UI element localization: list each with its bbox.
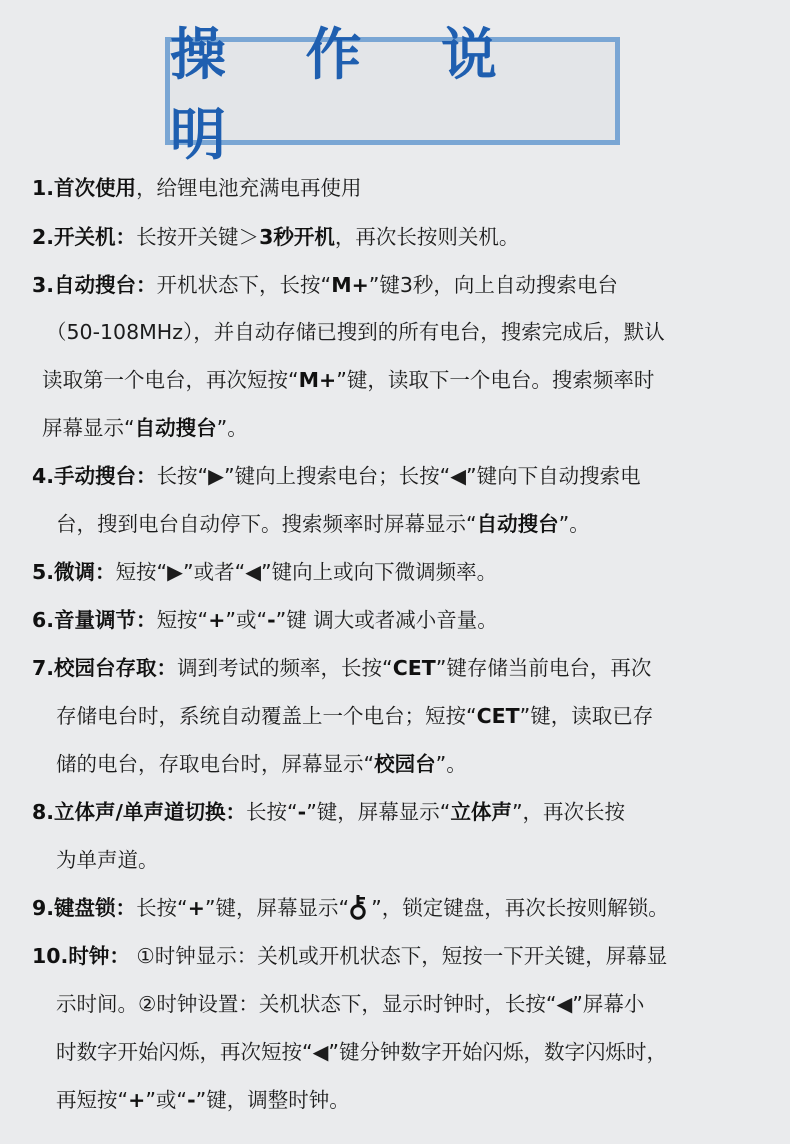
- instruction-item-3-line-3: [42, 366, 654, 394]
- emphasis-text: 7.校园台存取：: [32, 656, 178, 680]
- emphasis-text: CET: [476, 704, 520, 728]
- emphasis-text: 3.自动搜台：: [32, 273, 157, 297]
- body-text: ”键，读取已存: [519, 704, 654, 728]
- emphasis-text: CET: [392, 656, 436, 680]
- emphasis-text: 9.键盘锁：: [32, 896, 137, 920]
- instruction-item-8-line-1: [32, 798, 625, 826]
- emphasis-text: 6.音量调节：: [32, 608, 157, 632]
- body-text: 短按“▶”或者“◀”键向上或向下微调频率。: [115, 560, 498, 584]
- body-text: 调到考试的频率，长按“: [177, 656, 393, 680]
- body-text: ”键，读取下一个电台。搜索频率时: [336, 368, 655, 392]
- instruction-item-7-line-2: [56, 702, 653, 730]
- instruction-item-1-line-1: [32, 174, 362, 202]
- emphasis-text: 10.时钟：: [32, 944, 130, 968]
- body-text: 长按“▶”键向上搜索电台；长按“◀”键向下自动搜索电: [156, 464, 641, 488]
- body-text: ”。: [558, 512, 590, 536]
- body-text: 长按开关键＞: [136, 225, 260, 249]
- instruction-item-3-line-2: [46, 318, 665, 346]
- body-text: ”键，屏幕显示“: [306, 800, 451, 824]
- emphasis-text: M+: [331, 273, 369, 297]
- emphasis-text: -: [297, 800, 307, 824]
- emphasis-text: 8.立体声/单声道切换：: [32, 800, 247, 824]
- emphasis-text: 4.手动搜台：: [32, 464, 157, 488]
- body-text: ”，锁定键盘，再次长按则解锁。: [371, 896, 669, 920]
- body-text: ”键，调整时钟。: [195, 1088, 350, 1112]
- emphasis-text: +: [187, 896, 205, 920]
- instruction-item-4-line-2: [56, 510, 590, 538]
- body-text: 屏幕显示“: [42, 416, 135, 440]
- body-text: ”。: [216, 416, 248, 440]
- body-text: ，给锂电池充满电再使用: [136, 176, 362, 200]
- emphasis-text: 2.开关机：: [32, 225, 137, 249]
- instruction-item-2-line-1: [32, 223, 519, 251]
- body-text: ”键存储当前电台，再次: [435, 656, 652, 680]
- emphasis-text: 立体声: [450, 800, 512, 824]
- instruction-item-10-line-1: [32, 942, 667, 970]
- emphasis-text: -: [187, 1088, 196, 1112]
- instruction-item-10-line-3: [56, 1038, 667, 1066]
- instruction-item-7-line-3: [56, 750, 467, 778]
- body-text: （50-108MHz），并自动存储已搜到的所有电台，搜索完成后，默认: [46, 320, 665, 344]
- body-text: 长按“: [246, 800, 298, 824]
- body-text: ，再次长按则关机。: [334, 225, 520, 249]
- emphasis-text: +: [128, 1088, 146, 1112]
- body-text: ”，再次长按: [511, 800, 626, 824]
- emphasis-text: 5.微调：: [32, 560, 116, 584]
- emphasis-text: 1.首次使用: [32, 176, 137, 200]
- emphasis-text: +: [208, 608, 226, 632]
- body-text: ”键 调大或者减小音量。: [275, 608, 498, 632]
- instruction-item-5-line-1: [32, 558, 497, 586]
- emphasis-text: 自动搜台: [476, 512, 559, 536]
- body-text: 台，搜到电台自动停下。搜索频率时屏幕显示“: [56, 512, 477, 536]
- emphasis-text: 校园台: [374, 752, 436, 776]
- body-text: 储的电台，存取电台时，屏幕显示“: [56, 752, 375, 776]
- page-title: 操 作 说 明: [170, 23, 527, 168]
- body-text: ”键3秒，向上自动搜索电台: [368, 273, 618, 297]
- instruction-item-6-line-1: [32, 606, 498, 634]
- emphasis-text: -: [267, 608, 276, 632]
- body-text: 时数字开始闪烁，再次短按“◀”键分钟数字开始闪烁，数字闪烁时，: [56, 1040, 668, 1064]
- emphasis-text: M+: [298, 368, 337, 392]
- body-text: ①时钟显示：关机或开机状态下，短按一下开关键，屏幕显: [129, 944, 668, 968]
- body-text: 为单声道。: [56, 848, 159, 872]
- instruction-item-7-line-1: [32, 654, 651, 682]
- instruction-item-10-line-2: [56, 990, 644, 1018]
- body-text: 再短按“: [56, 1088, 129, 1112]
- instruction-item-3-line-1: [32, 271, 618, 299]
- emphasis-text: 3秒开机: [259, 225, 335, 249]
- instruction-item-9-line-1: [32, 894, 669, 922]
- body-text: 读取第一个电台，再次短按“: [42, 368, 299, 392]
- lock-icon: [349, 894, 371, 920]
- instruction-item-10-line-4: [56, 1086, 350, 1114]
- instruction-item-8-line-2: [56, 846, 159, 874]
- body-text: 示时间。②时钟设置：关机状态下，显示时钟时，长按“◀”屏幕小: [56, 992, 645, 1016]
- body-text: 开机状态下，长按“: [156, 273, 332, 297]
- body-text: 存储电台时，系统自动覆盖上一个电台；短按“: [56, 704, 477, 728]
- emphasis-text: 自动搜台: [134, 416, 217, 440]
- body-text: 短按“: [156, 608, 209, 632]
- body-text: ”。: [435, 752, 467, 776]
- body-text: 长按“: [136, 896, 188, 920]
- body-text: ”或“: [225, 608, 268, 632]
- body-text: ”或“: [145, 1088, 188, 1112]
- title-box: [165, 23, 620, 168]
- instruction-item-4-line-1: [32, 462, 641, 490]
- body-text: ”键，屏幕显示“: [204, 896, 350, 920]
- instruction-item-3-line-4: [42, 414, 248, 442]
